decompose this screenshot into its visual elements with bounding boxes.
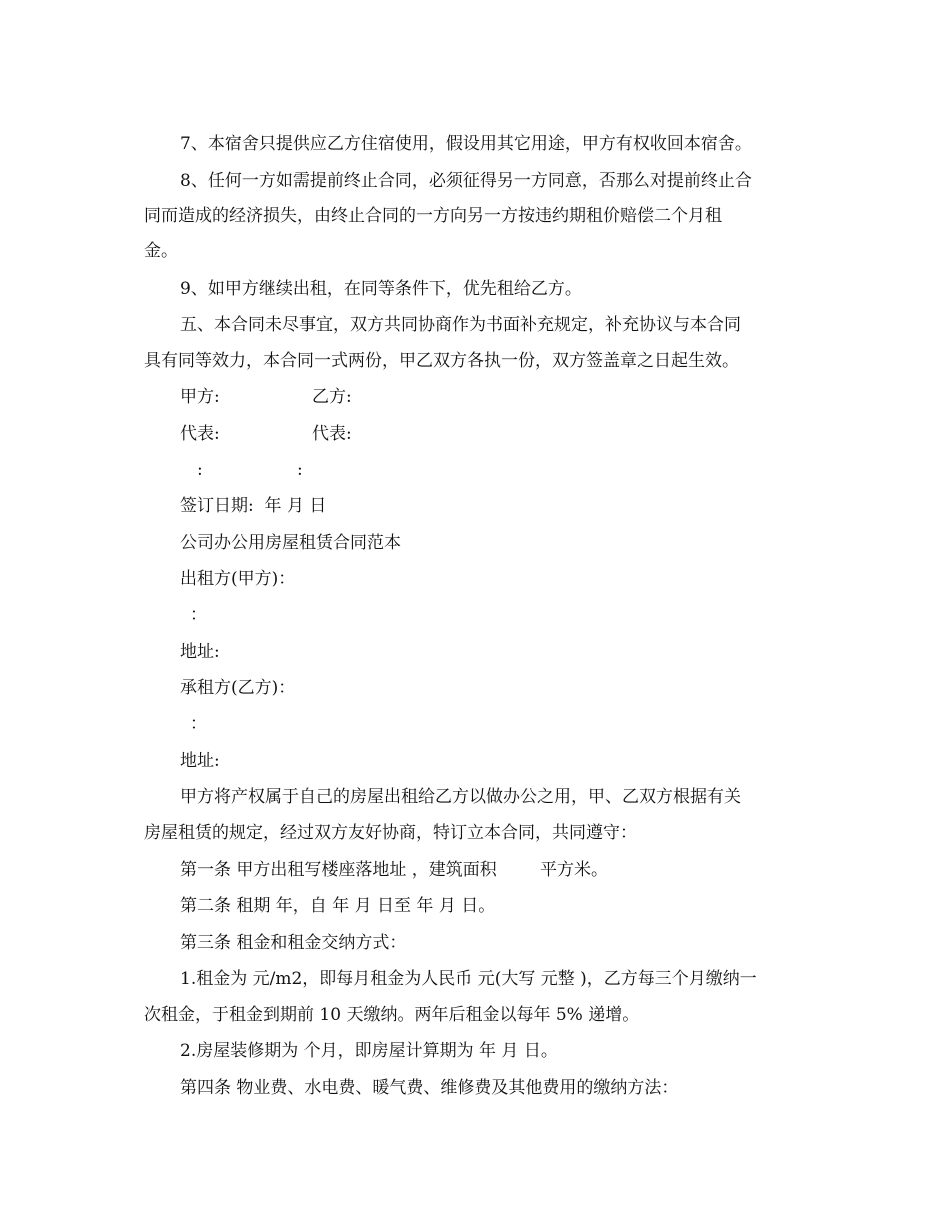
lessor-address: 地址: xyxy=(180,642,220,662)
article-3-item-1-line-1: 1.租金为 元/m2，即每月租金为人民币 元(大写 元整 )，乙方每三个月缴纳一 xyxy=(180,969,757,989)
section-5-line-1: 五、本合同未尽事宜，双方共同协商作为书面补充规定，补充协议与本合同 xyxy=(180,315,741,335)
signature-representative-b: 代表: xyxy=(312,424,352,444)
article-3-item-1-line-2: 次租金，于租金到期前 10 天缴纳。两年后租金以每年 5% 递增。 xyxy=(144,1005,640,1025)
clause-9: 9、如甲方继续出租，在同等条件下，优先租给乙方。 xyxy=(180,279,582,299)
signing-date: 签订日期: 年 月 日 xyxy=(180,496,327,516)
intro-line-2: 房屋租赁的规定，经过双方友好协商，特订立本合同，共同遵守： xyxy=(144,823,637,843)
clause-8-line-2: 同而造成的经济损失，由终止合同的一方向另一方按违约期租价赔偿二个月租 xyxy=(144,206,722,226)
lessee-label: 承租方(乙方)： xyxy=(180,678,296,698)
signature-party-a: 甲方: xyxy=(180,387,220,407)
signature-party-b: 乙方: xyxy=(312,387,352,407)
second-contract-title: 公司办公用房屋租赁合同范本 xyxy=(180,533,401,553)
article-3-item-2: 2.房屋装修期为 个月，即房屋计算期为 年 月 日。 xyxy=(180,1041,558,1061)
article-2: 第二条 租期 年，自 年 月 日至 年 月 日。 xyxy=(180,896,496,916)
clause-8-line-3: 金。 xyxy=(144,241,178,261)
intro-line-1: 甲方将产权属于自己的房屋出租给乙方以做办公之用，甲、乙双方根据有关 xyxy=(180,787,741,807)
signature-blank-b: : xyxy=(297,460,303,480)
lessee-address: 地址: xyxy=(180,751,220,771)
section-5-line-2: 具有同等效力，本合同一式两份，甲乙双方各执一份，双方签盖章之日起生效。 xyxy=(144,351,739,371)
clause-7: 7、本宿舍只提供应乙方住宿使用，假设用其它用途，甲方有权收回本宿舍。 xyxy=(180,134,752,154)
article-1: 第一条 甲方出租写楼座落地址 ，建筑面积 平方米。 xyxy=(180,860,609,880)
signature-blank-a: : xyxy=(197,460,203,480)
article-3: 第三条 租金和租金交纳方式： xyxy=(180,933,407,953)
signature-representative-a: 代表: xyxy=(180,424,220,444)
lessee-colon: ： xyxy=(190,714,207,734)
lessor-label: 出租方(甲方)： xyxy=(180,569,296,589)
article-4: 第四条 物业费、水电费、暖气费、维修费及其他费用的缴纳方法： xyxy=(180,1078,679,1098)
clause-8-line-1: 8、任何一方如需提前终止合同，必须征得另一方同意，否那么对提前终止合 xyxy=(180,171,752,191)
lessor-colon: ： xyxy=(190,605,207,625)
